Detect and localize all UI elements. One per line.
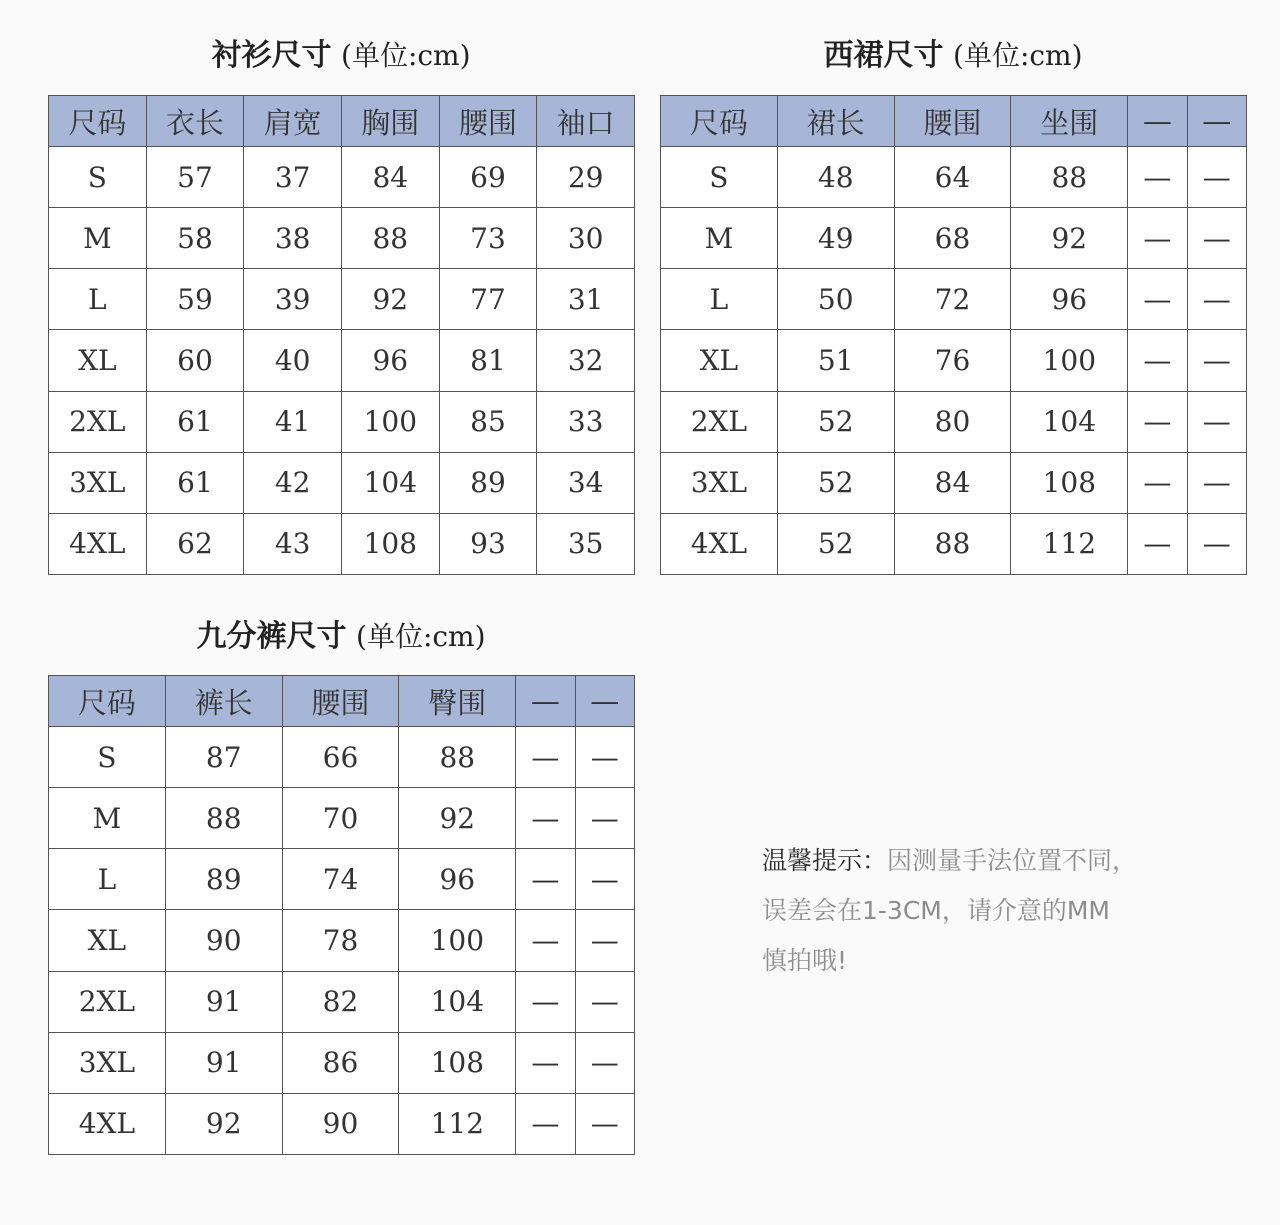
- measurement-cell: 38: [244, 208, 342, 269]
- size-cell: L: [49, 269, 147, 330]
- pants-title-text: 九分裤尺寸: [196, 619, 347, 654]
- measurement-cell: 104: [341, 452, 439, 513]
- table-row: [661, 147, 1247, 208]
- measurement-cell: —: [1187, 147, 1246, 208]
- measurement-cell: 108: [341, 513, 439, 574]
- measurement-cell: 88: [165, 788, 282, 849]
- measurement-cell: 112: [399, 1093, 516, 1154]
- measurement-note: [762, 836, 1202, 986]
- size-cell: 2XL: [49, 971, 166, 1032]
- measurement-cell: 73: [439, 208, 537, 269]
- measurement-cell: —: [516, 849, 575, 910]
- measurement-cell: —: [516, 910, 575, 971]
- shirt-size-table: [48, 95, 635, 575]
- measurement-cell: 88: [894, 513, 1011, 574]
- measurement-cell: 58: [146, 208, 244, 269]
- measurement-cell: 104: [1011, 391, 1128, 452]
- measurement-cell: 52: [777, 452, 894, 513]
- measurement-cell: 64: [894, 147, 1011, 208]
- measurement-cell: 61: [146, 452, 244, 513]
- measurement-cell: 60: [146, 330, 244, 391]
- table-row: [49, 1093, 635, 1154]
- measurement-cell: 39: [244, 269, 342, 330]
- table-row: [49, 269, 635, 330]
- size-cell: L: [49, 849, 166, 910]
- note-line-2: 误差会在1-3CM，请介意的MM: [762, 896, 1110, 925]
- table-row: [49, 971, 635, 1032]
- measurement-cell: 84: [894, 452, 1011, 513]
- size-cell: S: [661, 147, 778, 208]
- measurement-cell: —: [516, 1093, 575, 1154]
- table-row: [49, 208, 635, 269]
- measurement-cell: 41: [244, 391, 342, 452]
- size-cell: XL: [49, 330, 147, 391]
- size-cell: M: [49, 788, 166, 849]
- size-cell: 4XL: [49, 1093, 166, 1154]
- measurement-cell: —: [1128, 330, 1187, 391]
- measurement-cell: 88: [341, 208, 439, 269]
- note-line-1: [762, 836, 1202, 886]
- measurement-cell: 72: [894, 269, 1011, 330]
- measurement-cell: —: [1187, 513, 1246, 574]
- measurement-cell: 57: [146, 147, 244, 208]
- measurement-cell: —: [575, 788, 634, 849]
- column-header: 臀围: [399, 676, 516, 727]
- measurement-cell: —: [575, 1032, 634, 1093]
- measurement-cell: 90: [282, 1093, 399, 1154]
- table-header-row: [49, 676, 635, 727]
- measurement-cell: 84: [341, 147, 439, 208]
- size-cell: L: [661, 269, 778, 330]
- note-line-3: 慎拍哦!: [762, 946, 848, 975]
- size-cell: S: [49, 147, 147, 208]
- measurement-cell: 76: [894, 330, 1011, 391]
- measurement-cell: 43: [244, 513, 342, 574]
- measurement-cell: 33: [537, 391, 635, 452]
- size-cell: 3XL: [661, 452, 778, 513]
- measurement-cell: 74: [282, 849, 399, 910]
- note-label: 温馨提示：: [762, 846, 888, 875]
- measurement-cell: —: [575, 1093, 634, 1154]
- measurement-cell: —: [1128, 452, 1187, 513]
- size-cell: 2XL: [49, 391, 147, 452]
- measurement-cell: 78: [282, 910, 399, 971]
- measurement-cell: 96: [1011, 269, 1128, 330]
- table-row: [661, 208, 1247, 269]
- column-header: 腰围: [439, 96, 537, 147]
- column-header: 腰围: [894, 96, 1011, 147]
- column-header: 尺码: [49, 676, 166, 727]
- measurement-cell: 92: [1011, 208, 1128, 269]
- measurement-cell: 96: [341, 330, 439, 391]
- measurement-cell: 50: [777, 269, 894, 330]
- measurement-cell: 88: [399, 727, 516, 788]
- measurement-cell: —: [1128, 391, 1187, 452]
- measurement-cell: —: [516, 971, 575, 1032]
- measurement-cell: —: [516, 727, 575, 788]
- measurement-cell: 37: [244, 147, 342, 208]
- measurement-cell: 29: [537, 147, 635, 208]
- table-header-row: [49, 96, 635, 147]
- column-header: —: [516, 676, 575, 727]
- skirt-table-title: [660, 36, 1246, 76]
- measurement-cell: 88: [1011, 147, 1128, 208]
- measurement-cell: 40: [244, 330, 342, 391]
- column-header: —: [1187, 96, 1246, 147]
- measurement-cell: 52: [777, 391, 894, 452]
- table-header-row: [661, 96, 1247, 147]
- measurement-cell: 100: [341, 391, 439, 452]
- measurement-cell: —: [516, 1032, 575, 1093]
- measurement-cell: —: [575, 849, 634, 910]
- measurement-cell: 92: [165, 1093, 282, 1154]
- measurement-cell: 35: [537, 513, 635, 574]
- measurement-cell: —: [1187, 269, 1246, 330]
- table-row: [49, 147, 635, 208]
- measurement-cell: 61: [146, 391, 244, 452]
- measurement-cell: 62: [146, 513, 244, 574]
- measurement-cell: 30: [537, 208, 635, 269]
- measurement-cell: 91: [165, 1032, 282, 1093]
- column-header: 裤长: [165, 676, 282, 727]
- table-row: [49, 391, 635, 452]
- measurement-cell: 104: [399, 971, 516, 1032]
- measurement-cell: 100: [1011, 330, 1128, 391]
- table-row: [49, 452, 635, 513]
- measurement-cell: —: [1187, 391, 1246, 452]
- measurement-cell: 70: [282, 788, 399, 849]
- measurement-cell: 66: [282, 727, 399, 788]
- column-header: —: [1128, 96, 1187, 147]
- size-cell: XL: [661, 330, 778, 391]
- measurement-cell: 93: [439, 513, 537, 574]
- measurement-cell: —: [575, 727, 634, 788]
- measurement-cell: 82: [282, 971, 399, 1032]
- measurement-cell: 77: [439, 269, 537, 330]
- measurement-cell: 108: [1011, 452, 1128, 513]
- measurement-cell: —: [575, 971, 634, 1032]
- measurement-cell: 91: [165, 971, 282, 1032]
- size-cell: S: [49, 727, 166, 788]
- table-row: [661, 513, 1247, 574]
- measurement-cell: —: [516, 788, 575, 849]
- measurement-cell: 49: [777, 208, 894, 269]
- measurement-cell: —: [1128, 147, 1187, 208]
- table-row: [49, 788, 635, 849]
- measurement-cell: 51: [777, 330, 894, 391]
- measurement-cell: —: [1128, 513, 1187, 574]
- size-cell: M: [661, 208, 778, 269]
- measurement-cell: —: [1128, 208, 1187, 269]
- column-header: 裙长: [777, 96, 894, 147]
- measurement-cell: 31: [537, 269, 635, 330]
- table-row: [661, 330, 1247, 391]
- measurement-cell: 52: [777, 513, 894, 574]
- measurement-cell: 68: [894, 208, 1011, 269]
- measurement-cell: 89: [165, 849, 282, 910]
- column-header: 坐围: [1011, 96, 1128, 147]
- skirt-unit-text: (单位:cm): [953, 39, 1083, 72]
- measurement-cell: —: [575, 910, 634, 971]
- size-cell: 3XL: [49, 1032, 166, 1093]
- size-cell: XL: [49, 910, 166, 971]
- table-row: [49, 1032, 635, 1093]
- measurement-cell: 108: [399, 1032, 516, 1093]
- table-row: [49, 727, 635, 788]
- measurement-cell: 96: [399, 849, 516, 910]
- table-row: [661, 391, 1247, 452]
- size-cell: 4XL: [661, 513, 778, 574]
- note-text-1: 因测量手法位置不同，: [887, 846, 1138, 875]
- column-header: 尺码: [661, 96, 778, 147]
- measurement-cell: 90: [165, 910, 282, 971]
- measurement-cell: 42: [244, 452, 342, 513]
- measurement-cell: 34: [537, 452, 635, 513]
- column-header: —: [575, 676, 634, 727]
- table-row: [661, 269, 1247, 330]
- pants-table-title: [48, 617, 634, 657]
- measurement-cell: 59: [146, 269, 244, 330]
- pants-unit-text: (单位:cm): [356, 620, 486, 653]
- shirt-unit-text: (单位:cm): [341, 39, 471, 72]
- column-header: 衣长: [146, 96, 244, 147]
- size-cell: 3XL: [49, 452, 147, 513]
- measurement-cell: 32: [537, 330, 635, 391]
- measurement-cell: 80: [894, 391, 1011, 452]
- column-header: 胸围: [341, 96, 439, 147]
- pants-size-table: [48, 675, 635, 1155]
- skirt-size-table: [660, 95, 1247, 575]
- measurement-cell: 86: [282, 1032, 399, 1093]
- size-cell: 2XL: [661, 391, 778, 452]
- size-cell: M: [49, 208, 147, 269]
- measurement-cell: —: [1187, 208, 1246, 269]
- measurement-cell: 85: [439, 391, 537, 452]
- shirt-title-text: 衬衫尺寸: [211, 38, 332, 73]
- measurement-cell: 69: [439, 147, 537, 208]
- measurement-cell: —: [1187, 330, 1246, 391]
- measurement-cell: 81: [439, 330, 537, 391]
- measurement-cell: 87: [165, 727, 282, 788]
- measurement-cell: —: [1128, 269, 1187, 330]
- measurement-cell: 92: [399, 788, 516, 849]
- measurement-cell: 92: [341, 269, 439, 330]
- column-header: 腰围: [282, 676, 399, 727]
- measurement-cell: 48: [777, 147, 894, 208]
- table-row: [49, 910, 635, 971]
- table-row: [49, 330, 635, 391]
- table-row: [49, 513, 635, 574]
- size-cell: 4XL: [49, 513, 147, 574]
- table-row: [661, 452, 1247, 513]
- column-header: 袖口: [537, 96, 635, 147]
- measurement-cell: —: [1187, 452, 1246, 513]
- measurement-cell: 100: [399, 910, 516, 971]
- shirt-table-title: [48, 36, 634, 76]
- skirt-title-text: 西裙尺寸: [823, 38, 944, 73]
- table-row: [49, 849, 635, 910]
- column-header: 肩宽: [244, 96, 342, 147]
- column-header: 尺码: [49, 96, 147, 147]
- measurement-cell: 112: [1011, 513, 1128, 574]
- measurement-cell: 89: [439, 452, 537, 513]
